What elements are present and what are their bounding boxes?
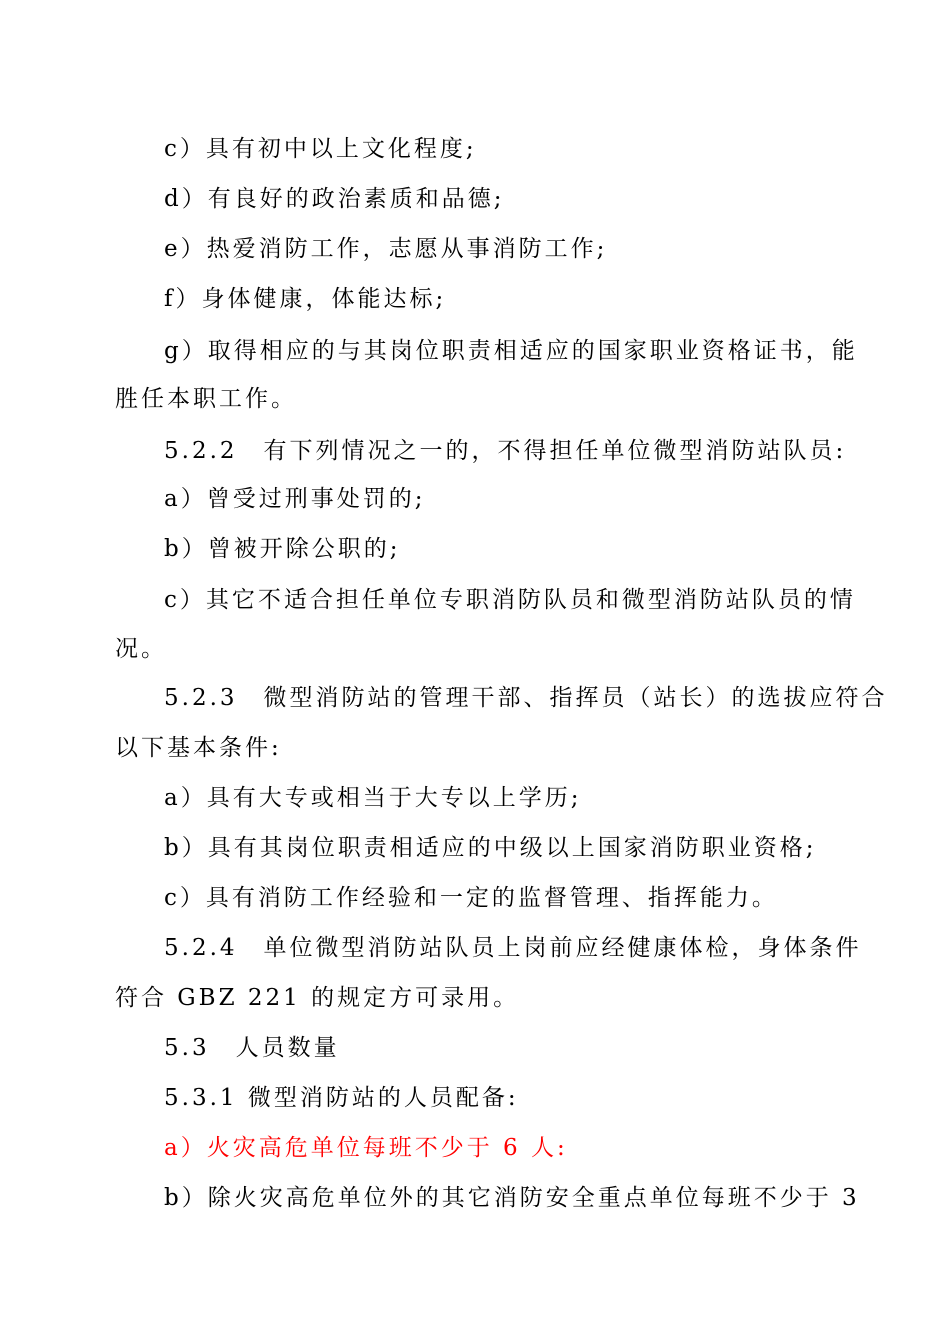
clause-5-2-4: 5.2.4 单位微型消防站队员上岗前应经健康体检，身体条件 [164, 935, 862, 961]
list-item-b-key-units: b）除火灾高危单位外的其它消防安全重点单位每班不少于 3 [164, 1185, 860, 1211]
list-item-b-qualification: b）具有其岗位职责相适应的中级以上国家消防职业资格; [164, 835, 817, 861]
clause-5-2-2: 5.2.2 有下列情况之一的，不得担任单位微型消防站队员: [164, 438, 847, 464]
list-item-e-enthusiasm: e）热爱消防工作，志愿从事消防工作; [164, 236, 608, 262]
list-item-a-high-risk-highlighted: a）火灾高危单位每班不少于 6 人: [164, 1135, 568, 1161]
list-item-d-character: d）有良好的政治素质和品德; [164, 186, 505, 212]
clause-5-2-3-continuation: 以下基本条件: [115, 735, 282, 761]
list-item-b-dismissal: b）曾被开除公职的; [164, 536, 401, 562]
list-item-g-continuation: 胜任本职工作。 [115, 386, 297, 412]
clause-5-3-1: 5.3.1 微型消防站的人员配备: [164, 1085, 519, 1111]
clause-5-2-4-continuation: 符合 GBZ 221 的规定方可录用。 [115, 985, 520, 1011]
list-item-f-health: f）身体健康，体能达标; [164, 286, 447, 312]
list-item-c-continuation: 况。 [115, 636, 167, 662]
list-item-c-experience: c）具有消防工作经验和一定的监督管理、指挥能力。 [164, 885, 778, 911]
list-item-g-certificate: g）取得相应的与其岗位职责相适应的国家职业资格证书，能 [164, 338, 858, 364]
list-item-c-education: c）具有初中以上文化程度; [164, 136, 477, 162]
list-item-a-degree: a）具有大专或相当于大专以上学历; [164, 785, 582, 811]
clause-5-2-3: 5.2.3 微型消防站的管理干部、指挥员（站长）的选拔应符合 [164, 685, 888, 711]
list-item-c-unsuitable: c）其它不适合担任单位专职消防队员和微型消防站队员的情 [164, 587, 856, 613]
list-item-a-criminal-record: a）曾受过刑事处罚的; [164, 486, 426, 512]
section-heading-5-3: 5.3 人员数量 [164, 1035, 340, 1061]
